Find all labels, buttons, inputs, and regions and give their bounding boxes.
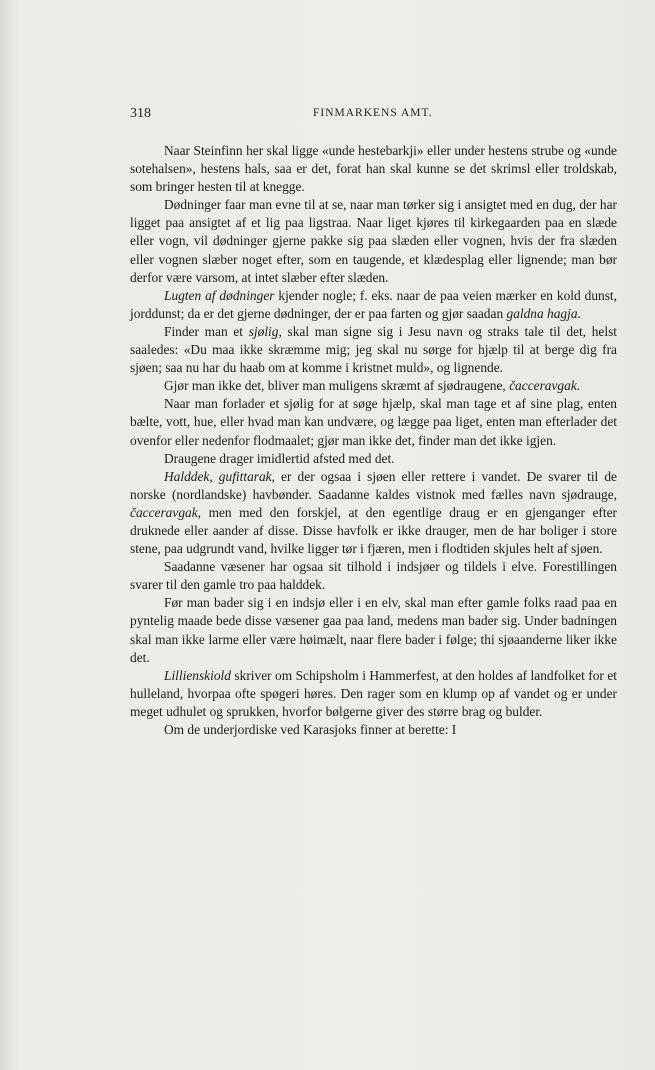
italic-term: sjølig, — [248, 323, 282, 339]
italic-term: galdna hagja — [506, 305, 578, 321]
paragraph — [130, 377, 617, 395]
page-number: 318 — [130, 106, 151, 121]
paragraph — [130, 287, 617, 323]
italic-term: Lillienskiold — [164, 667, 231, 683]
page-header — [130, 106, 617, 126]
italic-term: Lugten af dødninger — [164, 287, 275, 303]
italic-term: Halddek, gufittarak, — [164, 468, 275, 484]
paragraph: Naar man forlader et sjølig for at søge hjælp, skal man tage et af sine plag, enten bælte, vott, hue, eller hvad man kan undvære, og lægge paa liget, enten man efterlader det ovenfor eller nedenfor flodmaalet; gjør man ikke det, finder man det ikke igjen. — [130, 396, 617, 448]
paragraph: Saadanne væsener har ogsaa sit tilhold i indsjøer og tildels i elve. Forestillingen svarer til den gamle tro paa halddek. — [130, 559, 617, 593]
italic-term: čacceravgak — [509, 378, 577, 394]
paragraph: Naar Steinfinn her skal ligge «unde hestebarkji» eller under hestens strube og «unde sotehalsen», hestens hals, saa er det, forat han skal kunne se det skrimsl eller troldskab, som bringer hesten til at knegge. — [130, 143, 617, 195]
running-head: FINMARKENS AMT. — [313, 107, 433, 119]
paragraph-text: Finder man et — [164, 323, 249, 339]
paragraph — [130, 323, 617, 377]
paragraph-text: skriver om Schipsholm i Hammerfest, at den holdes af landfolket for et hulleland, hvorpaa ofte spøgeri høres. Den rager som en klump op af vandet og er under meget udhulet og sprukken, hvorfor bølgerne giver des større brag og bulder. — [130, 667, 617, 719]
paragraph: Før man bader sig i en indsjø eller i en elv, skal man efter gamle folks raad paa en pyntelig maade bede disse væsener gaa paa land, medens man bader sig. Under badningen skal man ikke larme eller være høimælt, naar flere bader i følge; thi sjøaanderne liker ikke det. — [130, 595, 617, 665]
paragraph-text: er der ogsaa i sjøen eller rettere i vandet. De svarer til de norske (nordlandske) havbønder. Saadanne kaldes vistnok med fælles navn sjødrauge, — [130, 468, 617, 502]
paragraph-text: Gjør man ikke det, bliver man muligens skræmt af sjødraugene, — [164, 378, 510, 394]
paragraph-text: kjender nogle; f. eks. naar de paa veien mærker en kold dunst, jorddunst; da er det gjerne dødninger, der er paa farten og gjør saadan — [130, 287, 617, 321]
italic-term: čacceravgak, — [130, 504, 202, 520]
paragraph-text: . — [577, 305, 581, 321]
paragraph-text: . — [576, 378, 581, 394]
paragraph-text: men med den forskjel, at den egentlige draug er en gjenganger efter druknede eller aander af disse. Disse havfolk er ikke drauger, men de har boliger i store stene, paa udgrundt vand, hvilke ligger tør i fjæren, men i flodtiden skjules helt af sjøen. — [130, 504, 617, 557]
paragraph: Om de underjordiske ved Karasjoks finner at berette: I — [164, 722, 457, 737]
paragraph — [130, 468, 617, 558]
paragraph — [130, 667, 617, 721]
paragraph: Dødninger faar man evne til at se, naar man tørker sig i ansigtet med en dug, der har ligget paa ansigtet af et lig paa ligstraa. Naar liget kjøres til kirkegaarden paa en slæde eller vogn, vil dødninger gjerne pakke sig paa slæden eller vognen, hvis der fra slæden eller vognen slæber noget efter, som en taugende, et klædesplag eller lignende; man bør derfor være varsom, at intet slæber efter slæden. — [130, 197, 617, 285]
body-text — [130, 142, 617, 739]
paragraph-text: skal man signe sig i Jesu navn og straks tale til det, helst saaledes: «Du maa ikke skræmme mig; jeg skal nu sørge for hjælp til at berge dig fra sjøen; saa nu har du haab om at komme i kristnet muld», og lignende. — [130, 323, 617, 376]
paragraph: Draugene drager imidlertid afsted med det. — [164, 450, 395, 466]
